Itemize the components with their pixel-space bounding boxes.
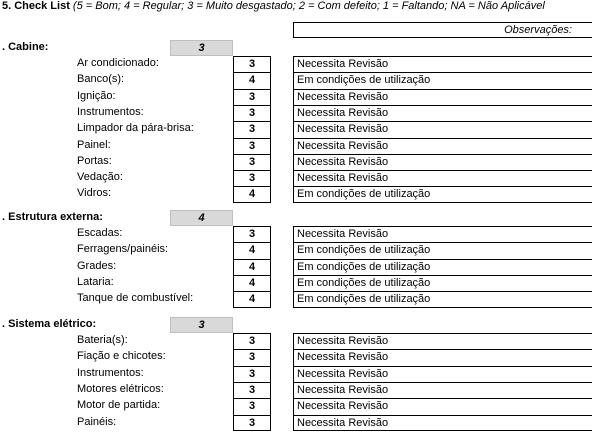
item-observation[interactable]: Necessita Revisão bbox=[297, 351, 389, 363]
item-score[interactable]: 3 bbox=[248, 351, 256, 363]
item-score[interactable]: 4 bbox=[248, 188, 256, 200]
item-observation[interactable]: Necessita Revisão bbox=[297, 400, 389, 412]
observations-header bbox=[293, 22, 592, 38]
checklist-title bbox=[2, 0, 545, 12]
item-label: Lataria: bbox=[77, 276, 114, 288]
item-label: Motores elétricos: bbox=[77, 383, 164, 395]
item-observation[interactable]: Necessita Revisão bbox=[297, 335, 389, 347]
item-label: Painéis: bbox=[77, 416, 117, 428]
item-label: Vidros: bbox=[77, 187, 112, 199]
item-score[interactable]: 3 bbox=[248, 172, 256, 184]
item-observation[interactable]: Necessita Revisão bbox=[297, 156, 389, 168]
item-observation[interactable]: Necessita Revisão bbox=[297, 91, 389, 103]
item-score[interactable]: 3 bbox=[248, 400, 256, 412]
item-label: Ignição: bbox=[77, 90, 116, 102]
item-score[interactable]: 3 bbox=[248, 91, 256, 103]
item-observation[interactable]: Em condições de utilização bbox=[297, 261, 431, 273]
section-title: . Sistema elétrico: bbox=[2, 318, 97, 330]
item-label: Painel: bbox=[77, 139, 111, 151]
item-label: Motor de partida: bbox=[77, 399, 161, 411]
item-label: Escadas: bbox=[77, 227, 123, 239]
item-label: Ferragens/painéis: bbox=[77, 243, 169, 255]
item-observation[interactable]: Necessita Revisão bbox=[297, 228, 389, 240]
item-label: Instrumentos: bbox=[77, 106, 144, 118]
item-label: Grades: bbox=[77, 260, 117, 272]
item-observation[interactable]: Necessita Revisão bbox=[297, 140, 389, 152]
item-score[interactable]: 4 bbox=[248, 261, 256, 273]
item-label: Tanque de combustível: bbox=[77, 292, 194, 304]
item-observation[interactable]: Necessita Revisão bbox=[297, 172, 389, 184]
item-label: Banco(s): bbox=[77, 73, 125, 85]
observations-header-label: Observações: bbox=[504, 24, 572, 36]
item-score[interactable]: 3 bbox=[248, 156, 256, 168]
checklist-heading: 5. Check List bbox=[2, 0, 70, 12]
checklist-legend: (5 = Bom; 4 = Regular; 3 = Muito desgastado; 2 = Com defeito; 1 = Faltando; NA = Não Aplicável bbox=[72, 0, 545, 12]
item-score[interactable]: 4 bbox=[248, 293, 256, 305]
item-label: Vedação: bbox=[77, 171, 123, 183]
item-observation[interactable]: Necessita Revisão bbox=[297, 417, 389, 429]
item-score[interactable]: 3 bbox=[248, 58, 256, 70]
item-score[interactable]: 3 bbox=[248, 123, 256, 135]
item-label: Limpador da pára-brisa: bbox=[77, 122, 194, 134]
item-score[interactable]: 3 bbox=[248, 140, 256, 152]
item-score[interactable]: 3 bbox=[248, 107, 256, 119]
item-observation[interactable]: Em condições de utilização bbox=[297, 74, 431, 86]
item-label: Instrumentos: bbox=[77, 367, 144, 379]
section-score[interactable]: 4 bbox=[170, 210, 233, 226]
item-observation[interactable]: Em condições de utilização bbox=[297, 293, 431, 305]
section-title: . Cabine: bbox=[2, 41, 49, 53]
item-label: Portas: bbox=[77, 155, 112, 167]
item-observation[interactable]: Em condições de utilização bbox=[297, 244, 431, 256]
section-title: . Estrutura externa: bbox=[2, 211, 103, 223]
item-observation[interactable]: Necessita Revisão bbox=[297, 123, 389, 135]
item-score[interactable]: 3 bbox=[248, 228, 256, 240]
item-observation[interactable]: Necessita Revisão bbox=[297, 384, 389, 396]
item-score[interactable]: 3 bbox=[248, 335, 256, 347]
section-score[interactable]: 3 bbox=[170, 40, 233, 56]
item-score[interactable]: 4 bbox=[248, 74, 256, 86]
item-score[interactable]: 3 bbox=[248, 384, 256, 396]
section-score[interactable]: 3 bbox=[170, 317, 233, 333]
item-observation[interactable]: Necessita Revisão bbox=[297, 58, 389, 70]
item-label: Bateria(s): bbox=[77, 334, 128, 346]
item-label: Fiação e chicotes: bbox=[77, 350, 166, 362]
item-label: Ar condicionado: bbox=[77, 57, 159, 69]
item-score[interactable]: 3 bbox=[248, 417, 256, 429]
item-observation[interactable]: Em condições de utilização bbox=[297, 277, 431, 289]
item-score[interactable]: 4 bbox=[248, 244, 256, 256]
item-observation[interactable]: Necessita Revisão bbox=[297, 107, 389, 119]
item-score[interactable]: 4 bbox=[248, 277, 256, 289]
item-observation[interactable]: Necessita Revisão bbox=[297, 368, 389, 380]
item-score[interactable]: 3 bbox=[248, 368, 256, 380]
item-observation[interactable]: Em condições de utilização bbox=[297, 188, 431, 200]
